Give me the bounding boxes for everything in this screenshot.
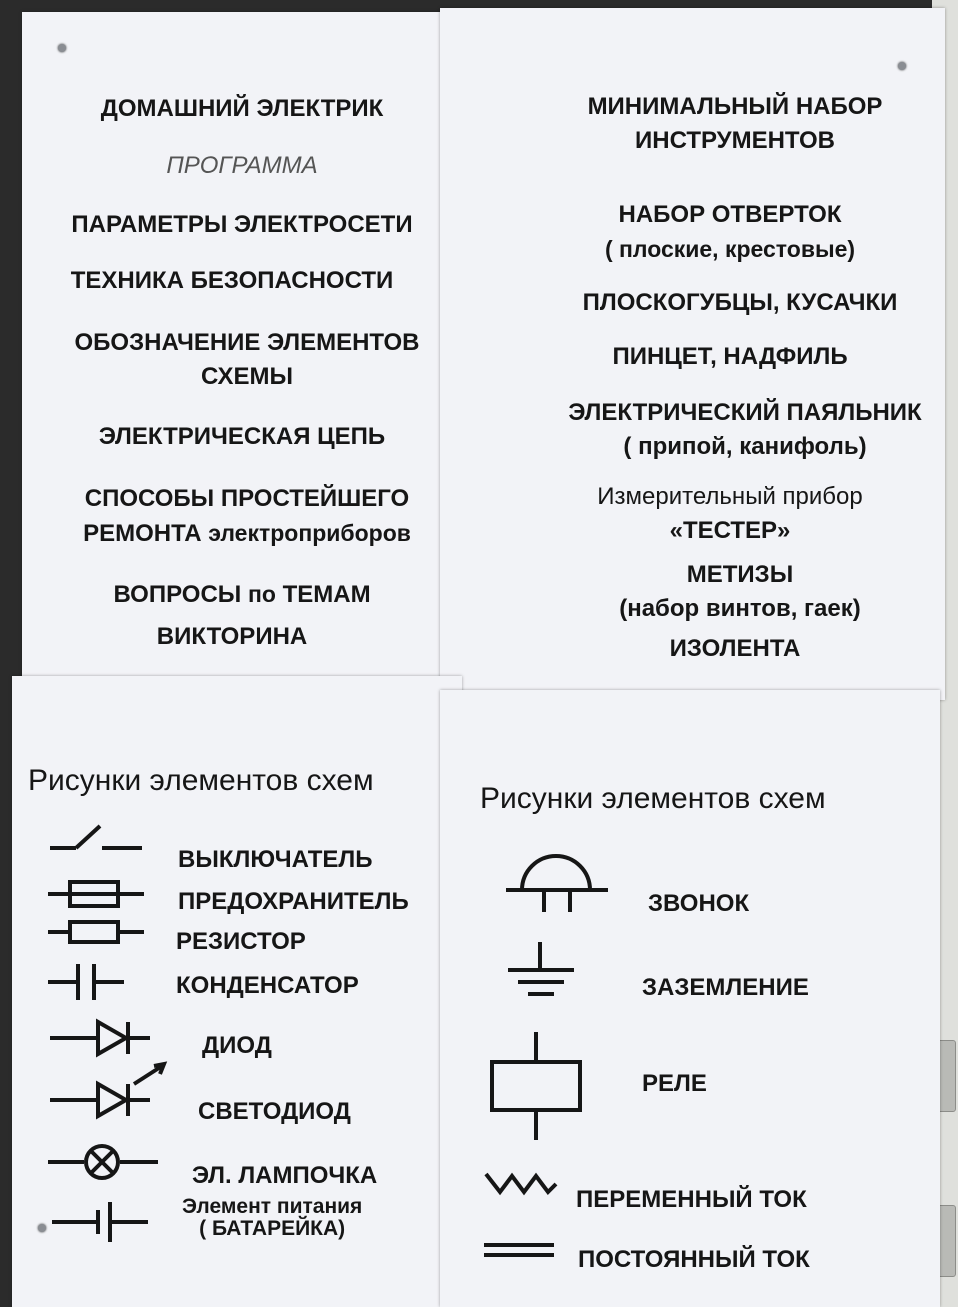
symbols-left-sheet (12, 676, 462, 1307)
program-title: ДОМАШНИЙ ЭЛЕКТРИК (100, 95, 384, 122)
tools-item: ИЗОЛЕНТА (669, 635, 801, 662)
symbol-label: РЕЗИСТОР (176, 928, 306, 955)
tools-item: НАБОР ОТВЕРТОК ( плоские, крестовые) (604, 201, 856, 262)
tools-item: ПЛОСКОГУБЦЫ, КУСАЧКИ (582, 289, 898, 316)
program-item: СПОСОБЫ ПРОСТЕЙШЕГО РЕМОНТА электроприборов (83, 485, 411, 547)
symbol-label: ЗАЗЕМЛЕНИЕ (642, 974, 809, 1001)
symbol-label: СВЕТОДИОД (198, 1098, 351, 1125)
dc-icon (484, 1242, 554, 1258)
symbol-label: Элемент питания ( БАТАРЕЙКА) (182, 1195, 363, 1240)
tools-item: Измерительный прибор «ТЕСТЕР» (597, 483, 863, 544)
diode-icon (50, 1018, 150, 1058)
symbols-right-sheet (440, 690, 940, 1307)
resistor-icon (48, 920, 144, 944)
program-item: ВИКТОРИНА (156, 623, 308, 650)
tools-item: ЭЛЕКТРИЧЕСКИЙ ПАЯЛЬНИК ( припой, канифоль) (568, 399, 922, 460)
ac-icon (486, 1170, 558, 1200)
bell-icon (506, 850, 616, 920)
symbol-label: ЗВОНОК (648, 890, 750, 917)
lamp-icon (48, 1144, 158, 1180)
fuse-icon (48, 880, 144, 908)
switch-icon (50, 824, 146, 864)
program-item: ПАРАМЕТРЫ ЭЛЕКТРОСЕТИ (71, 211, 413, 238)
symbols-left-heading: Рисунки элементов схем (28, 764, 374, 797)
ground-icon (504, 942, 578, 1004)
led-icon (50, 1072, 170, 1122)
tools-item: МЕТИЗЫ (набор винтов, гаек) (619, 561, 861, 622)
symbol-label: КОНДЕНСАТОР (176, 972, 359, 999)
program-sheet (22, 12, 462, 692)
tools-sheet (440, 8, 945, 700)
program-item: ТЕХНИКА БЕЗОПАСНОСТИ (70, 267, 394, 294)
symbol-label: ДИОД (202, 1032, 272, 1059)
relay-icon (488, 1032, 584, 1144)
pushpin (898, 62, 906, 70)
symbol-label: ВЫКЛЮЧАТЕЛЬ (178, 846, 373, 873)
pushpin (58, 44, 66, 52)
symbol-label: ЭЛ. ЛАМПОЧКА (192, 1162, 378, 1189)
program-item: ВОПРОСЫ по ТЕМАМ (113, 581, 371, 608)
program-item: ЭЛЕКТРИЧЕСКАЯ ЦЕПЬ (98, 423, 386, 450)
program-subtitle: ПРОГРАММА (166, 152, 318, 179)
tools-title: МИНИМАЛЬНЫЙ НАБОР ИНСТРУМЕНТОВ (587, 93, 883, 154)
tools-item: ПИНЦЕТ, НАДФИЛЬ (612, 343, 848, 370)
symbols-right-heading: Рисунки элементов схем (480, 782, 826, 815)
capacitor-icon (48, 964, 124, 1000)
symbol-label: ПОСТОЯННЫЙ ТОК (578, 1246, 810, 1273)
symbol-label: ПЕРЕМЕННЫЙ ТОК (576, 1186, 807, 1213)
pushpin (38, 1224, 46, 1232)
battery-icon (52, 1202, 148, 1242)
program-item: ОБОЗНАЧЕНИЕ ЭЛЕМЕНТОВ СХЕМЫ (74, 329, 420, 390)
symbol-label: РЕЛЕ (642, 1070, 707, 1097)
symbol-label: ПРЕДОХРАНИТЕЛЬ (178, 888, 409, 915)
